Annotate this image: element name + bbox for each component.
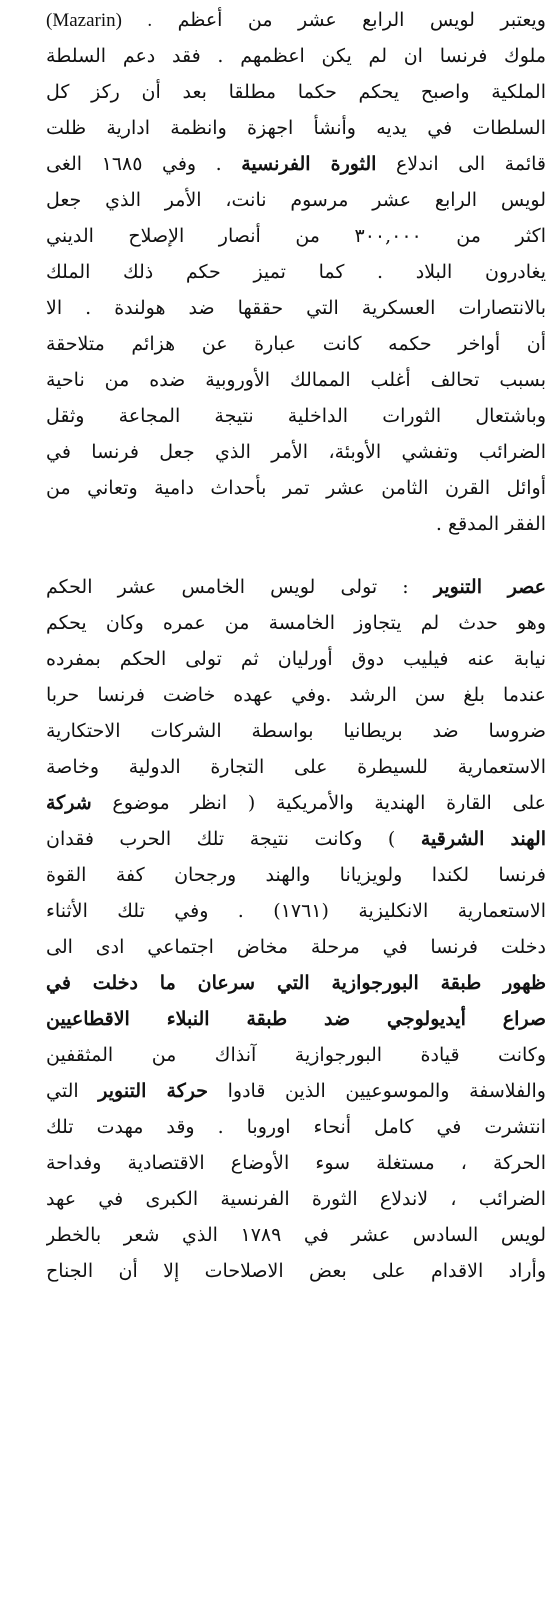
text-line: أن أواخر حكمه كانت عبارة عن هزائم متلاحقة [46, 333, 546, 355]
text-segment: والفلاسفة والموسوعيين الذين قادوا [208, 1080, 546, 1102]
text-segment: ) وكانت نتيجة تلك الحرب فقدان [46, 828, 421, 850]
text-line: الفقر المدقع . [435, 513, 546, 535]
text-line: الملكية واصبح يحكم حكما مطلقا بعد أن ركز كل [46, 81, 546, 103]
text-segment: : تولى لويس الخامس عشر الحكم [46, 576, 434, 598]
text-line [46, 569, 546, 605]
text-line: الاستعمارية الانكليزية (١٧٦١) . وفي تلك الأثناء [46, 900, 546, 922]
text-line: عندما بلغ سن الرشد .وفي عهده خاضت فرنسا حربا [46, 684, 546, 706]
text-line [46, 821, 546, 857]
text-line: الحركة ، مستغلة سوء الأوضاع الاقتصادية وفداحة [46, 1152, 546, 1174]
bold-text-line: ظهور طبقة البورجوازية التي سرعان ما دخلت في [46, 972, 546, 994]
text-line: وباشتعال الثورات الداخلية نتيجة المجاعة وثقل [46, 405, 546, 427]
text-line [46, 1073, 546, 1109]
text-line: لويس السادس عشر في ١٧٨٩ الذي شعر بالخطر [46, 1224, 546, 1246]
text-line: وأراد الاقدام على بعض الاصلاحات إلا أن الجناح [46, 1260, 546, 1282]
text-line [46, 146, 546, 182]
text-line: الضرائب وتفشي الأوبئة، الأمر الذي جعل فرنسا في [46, 441, 546, 463]
text-line: بالانتصارات العسكرية التي حققها ضد هولندة . الا [46, 297, 546, 319]
text-line: يغادرون البلاد . كما تميز حكم ذلك الملك [46, 261, 546, 283]
text-line: الاستعمارية للسيطرة على التجارة الدولية وخاصة [46, 756, 546, 778]
bold-term: الهند الشرقية [420, 828, 546, 850]
text-line: بسبب تحالف أغلب الممالك الأوروبية ضده من ناحية [46, 369, 546, 391]
text-segment: على القارة الهندية والأمريكية ( انظر موضوع [91, 792, 546, 814]
text-line: اكثر من ٣٠٠,٠٠٠ من أنصار الإصلاح الديني [46, 225, 546, 247]
text-line: فرنسا لكندا ولويزيانا والهند ورجحان كفة القوة [46, 864, 546, 886]
text-line: أوائل القرن الثامن عشر تمر بأحداث دامية وتعاني من [46, 477, 546, 499]
text-line: وكانت قيادة البورجوازية آنذاك من المثقفين [46, 1044, 546, 1066]
bold-term: شركة [46, 792, 92, 814]
text-line: لويس الرابع عشر مرسوم نانت، الأمر الذي جعل [46, 189, 546, 211]
latin-name: (Mazarin) . ويعتبر لويس الرابع عشر من أعظم [46, 10, 546, 31]
text-line: الضرائب ، لاندلاع الثورة الفرنسية الكبرى في عهد [46, 1188, 546, 1210]
text-segment: قائمة الى اندلاع [376, 153, 546, 175]
text-line: دخلت فرنسا في مرحلة مخاض اجتماعي ادى الى [46, 936, 546, 958]
text-segment: . وفي ١٦٨٥ الغى [46, 153, 242, 175]
text-line [46, 2, 546, 38]
text-line: ضروسا ضد بريطانيا بواسطة الشركات الاحتكارية [46, 720, 546, 742]
text-line: نيابة عنه فيليب دوق أورليان ثم تولى الحكم بمفرده [46, 648, 546, 670]
section-heading: عصر التنوير [433, 576, 546, 598]
text-segment: التي [46, 1080, 99, 1102]
text-line [46, 785, 546, 821]
text-line: ملوك فرنسا ان لم يكن اعظمهم . فقد دعم السلطة [46, 45, 546, 67]
bold-term: الثورة الفرنسية [241, 153, 377, 175]
text-line: وهو حدث لم يتجاوز الخامسة من عمره وكان يحكم [46, 612, 546, 634]
text-line: السلطات في يديه وأنشأ اجهزة وانظمة ادارية ظلت [46, 117, 546, 139]
text-line: انتشرت في كامل أنحاء اوروبا . وقد مهدت تلك [46, 1116, 546, 1138]
bold-term: حركة التنوير [98, 1080, 209, 1102]
bold-text-line: صراع أيديولوجي ضد طبقة النبلاء الاقطاعيين [46, 1008, 546, 1030]
